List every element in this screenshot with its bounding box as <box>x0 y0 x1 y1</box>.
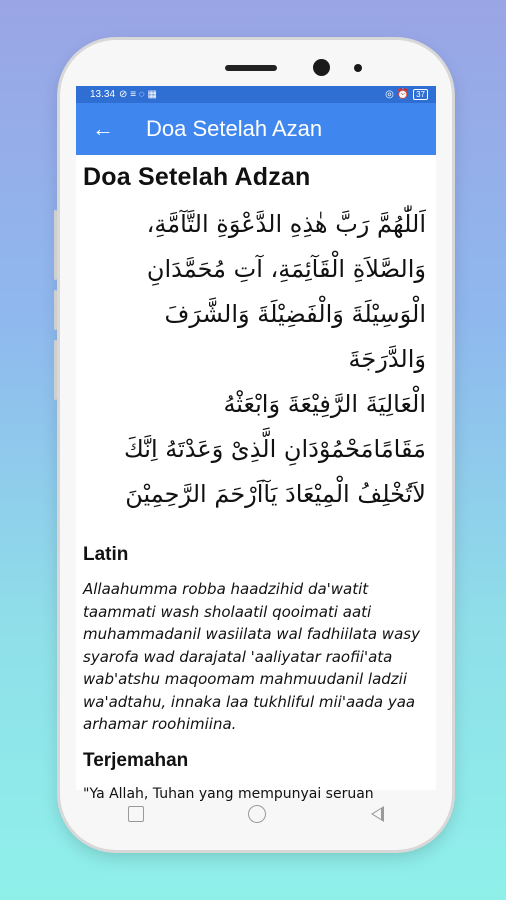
arrow-left-icon[interactable]: ← <box>92 116 114 141</box>
arabic-line: الْعَالِيَةَ الرَّفِيْعَةَ وَابْعَثْهُ <box>223 390 426 418</box>
volume-button <box>54 210 57 280</box>
triangle-back-icon[interactable] <box>371 806 384 822</box>
latin-heading: Latin <box>83 544 129 565</box>
speaker-grille <box>225 65 277 71</box>
terjemahan-heading: Terjemahan <box>83 749 189 771</box>
arabic-line: وَالصَّلاَةِ الْقَآئِمَةِ، آتِ مُحَمَّدَانِ <box>146 255 426 283</box>
side-button <box>54 290 57 330</box>
system-nav-bar <box>76 792 436 836</box>
battery-icon <box>413 89 428 100</box>
terjemahan-text: "Ya Allah, Tuhan yang mempunyai seruan <box>83 785 374 802</box>
arabic-line: اَللّٰهُمَّ رَبَّ هٰذِهِ الدَّعْوَةِ التَّآمَّةِ، <box>146 210 426 238</box>
status-bar <box>76 86 436 103</box>
arabic-line: الْوَسِيْلَةَ وَالْفَضِيْلَةَ وَالشَّرَفَ وَالدَّرَجَةَ <box>164 300 426 373</box>
arabic-line: لاَتُخْلِفُ الْمِيْعَادَ يَآاَرْحَمَ الرَّحِمِيْنَ <box>125 480 426 508</box>
square-icon[interactable] <box>128 806 144 822</box>
content-scroll[interactable] <box>76 155 436 802</box>
page-title: Doa Setelah Azan <box>146 116 323 141</box>
doa-heading: Doa Setelah Adzan <box>83 163 311 191</box>
power-button <box>54 340 57 400</box>
app-bar <box>76 103 436 155</box>
phone-screen <box>76 86 436 802</box>
circle-icon[interactable] <box>248 805 266 823</box>
arabic-text <box>83 202 428 517</box>
status-icons-left: ⊘ ≡ ◌ ▦ <box>119 89 157 100</box>
proximity-sensor <box>354 64 362 72</box>
arabic-line: مَقَامًامَحْمُوْدَانِ الَّذِىْ وَعَدْتَهُ اِنَّكَ <box>124 435 426 463</box>
front-camera <box>313 59 330 76</box>
status-time: 13.34 <box>90 89 116 100</box>
phone-frame <box>60 40 452 850</box>
battery-level: 37 <box>416 90 425 99</box>
status-icons-right: ◎ ⏰ <box>385 89 410 100</box>
latin-text: Allaahumma robba haadzihid da'watit taammati wash sholaatil qooimati aati muhammadanil wasiilata wal fadhiilata wasy syarofa wad darajatal 'aaliyatar raofii'ata wab'atshu maqoomam mahmuudanil ladzii wa'adtahu, innaka laa tukhliful mii'aada yaa arhamar roohimiina. <box>83 580 420 733</box>
